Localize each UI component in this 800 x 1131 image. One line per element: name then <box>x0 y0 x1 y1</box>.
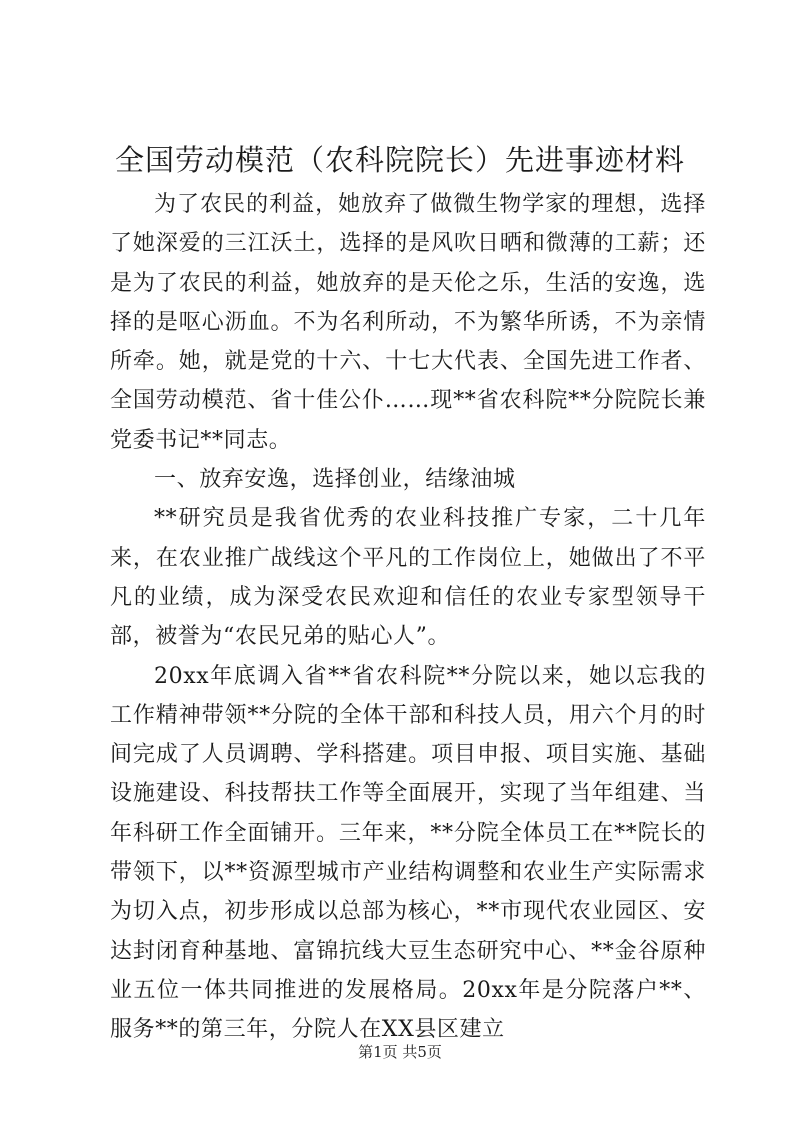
document-body <box>110 185 706 1050</box>
paragraph: **研究员是我省优秀的农业科技推广专家，二十几年来，在农业推广战线这个平凡的工作岗位上，她做出了不平凡的业绩，成为深受农民欢迎和信任的农业专家型领导干部，被誉为“农民兄弟的贴心人”。 <box>110 506 706 650</box>
paragraph: 为了农民的利益，她放弃了做微生物学家的理想，选择了她深爱的三江沃土，选择的是风吹日晒和微薄的工薪；还是为了农民的利益，她放弃的是天伦之乐，生活的安逸，选择的是呕心沥血。不为名利所动，不为繁华所诱，不为亲情所牵。她，就是党的十六、十七大代表、全国先进工作者、全国劳动模范、省十佳公仆……现**省农科院**分院院长兼党委书记**同志。 <box>110 192 706 453</box>
section-heading: 一、放弃安逸，选择创业，结缘油城 <box>154 467 516 493</box>
page-footer: 第1页 共5页 <box>358 1043 442 1061</box>
paragraph: 20xx年底调入省**省农科院**分院以来，她以忘我的工作精神带领**分院的全体干部和科技人员，用六个月的时间完成了人员调聘、学科搭建。项目申报、项目实施、基础设施建设、科技帮扶工作等全面展开，实现了当年组建、当年科研工作全面铺开。三年来，**分院全体员工在**院长的带领下，以**资源型城市产业结构调整和农业生产实际需求为切入点，初步形成以总部为核心，**市现代农业园区、安达封闭育种基地、富锦抗线大豆生态研究中心、**金谷原种业五位一体共同推进的发展格局。20xx年是分院落户**、服务**的第三年，分院人在XX县区建立 <box>110 663 706 1043</box>
document-title: 全国劳动模范（农科院院长）先进事迹材料 <box>114 143 685 177</box>
